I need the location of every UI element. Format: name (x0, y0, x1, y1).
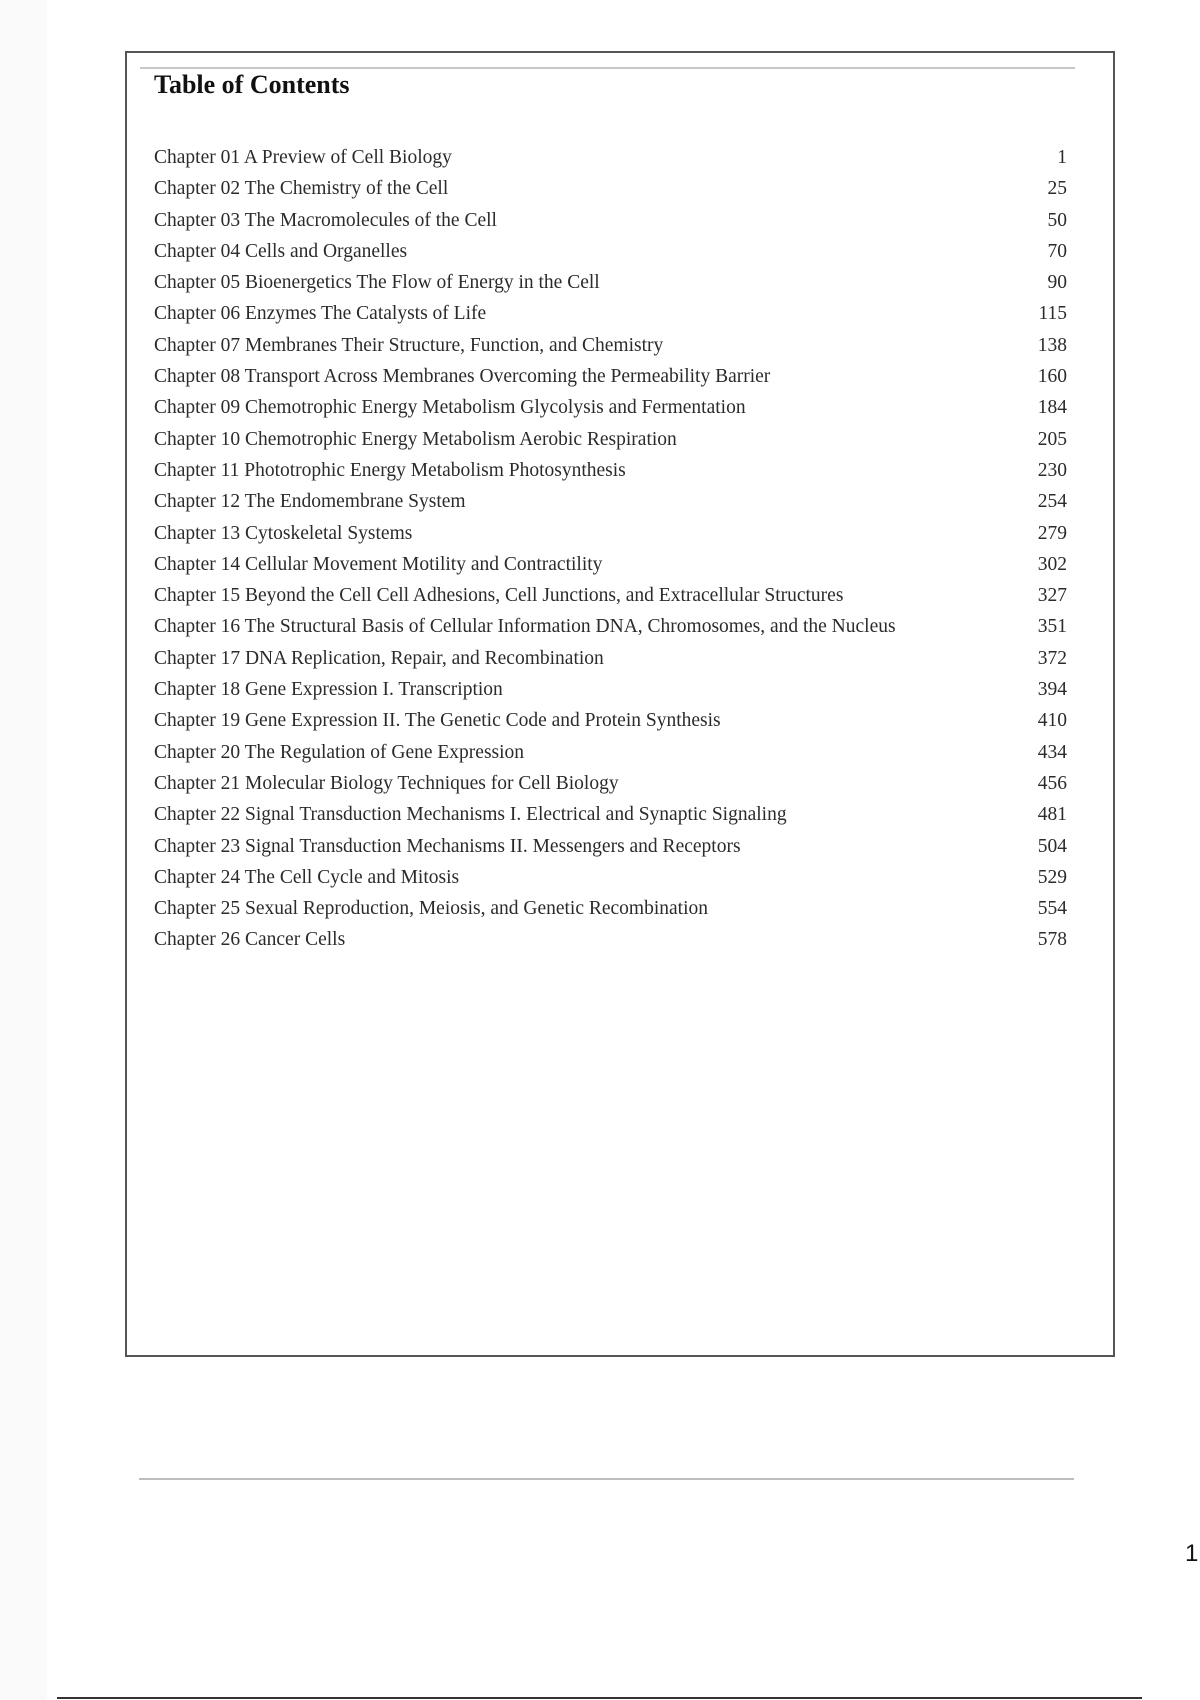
toc-entry[interactable] (154, 142, 1067, 173)
toc-entry[interactable] (154, 611, 1067, 642)
toc-entry-label: Chapter 23 Signal Transduction Mechanisms II. Messengers and Receptors (154, 835, 741, 857)
toc-entry-page-number: 481 (1037, 804, 1067, 826)
toc-entry[interactable] (154, 455, 1067, 486)
toc-entry[interactable] (154, 424, 1067, 455)
toc-entry-label: Chapter 22 Signal Transduction Mechanisms I. Electrical and Synaptic Signaling (154, 804, 787, 826)
toc-entry-page-number: 351 (1037, 616, 1067, 638)
toc-title: Table of Contents (154, 70, 350, 99)
toc-entry-page-number: 504 (1037, 835, 1067, 857)
toc-entry-label: Chapter 01 A Preview of Cell Biology (154, 147, 452, 168)
toc-entry-page-number: 25 (1047, 178, 1067, 200)
toc-entry[interactable] (154, 831, 1067, 862)
toc-entry-label: Chapter 11 Phototrophic Energy Metabolism Photosynthesis (154, 459, 626, 481)
toc-entry-label: Chapter 08 Transport Across Membranes Overcoming the Permeability Barrier (154, 366, 771, 388)
toc-entry-page-number: 160 (1037, 366, 1067, 388)
toc-entry-label: Chapter 04 Cells and Organelles (154, 240, 408, 262)
toc-entry-page-number: 456 (1037, 772, 1067, 794)
toc-entry-page-number: 394 (1037, 679, 1067, 701)
toc-entry-page-number: 115 (1038, 303, 1067, 325)
toc-entry[interactable] (154, 236, 1067, 267)
toc-entry[interactable] (154, 862, 1067, 893)
toc-entry-label: Chapter 25 Sexual Reproduction, Meiosis, and Genetic Recombination (154, 898, 709, 920)
toc-entry-label: Chapter 05 Bioenergetics The Flow of Energy in the Cell (154, 272, 600, 294)
toc-entry[interactable] (154, 392, 1067, 423)
toc-entry[interactable] (154, 205, 1067, 236)
toc-entry-label: Chapter 20 The Regulation of Gene Expression (154, 741, 525, 763)
toc-entry[interactable] (154, 737, 1067, 768)
toc-entry-page-number: 50 (1047, 209, 1067, 231)
toc-entry-page-number: 279 (1037, 522, 1067, 544)
toc-entry-page-number: 410 (1037, 710, 1067, 732)
toc-entry-page-number: 138 (1037, 334, 1067, 356)
toc-entry[interactable] (154, 267, 1067, 298)
toc-entry-page-number: 1 (1057, 147, 1067, 168)
toc-entry-page-number: 70 (1047, 240, 1067, 262)
toc-entry-page-number: 205 (1037, 428, 1067, 450)
toc-entry-page-number: 302 (1037, 553, 1067, 575)
toc-entry-label: Chapter 03 The Macromolecules of the Cell (154, 209, 497, 231)
toc-entry-label: Chapter 15 Beyond the Cell Cell Adhesions, Cell Junctions, and Extracellular Structures (154, 585, 844, 607)
toc-entry[interactable] (154, 705, 1067, 736)
bottom-edge-rule (57, 1697, 1142, 1699)
toc-entry[interactable] (154, 330, 1067, 361)
toc-entry-label: Chapter 26 Cancer Cells (154, 929, 346, 951)
toc-entry[interactable] (154, 361, 1067, 392)
toc-entry-page-number: 90 (1047, 272, 1067, 294)
toc-entry-page-number: 434 (1037, 741, 1067, 763)
header-rule (140, 67, 1075, 69)
toc-entry-label: Chapter 24 The Cell Cycle and Mitosis (154, 866, 460, 888)
toc-entry[interactable] (154, 486, 1067, 517)
footer-rule (139, 1478, 1074, 1480)
toc-entry[interactable] (154, 173, 1067, 204)
toc-entry[interactable] (154, 549, 1067, 580)
toc-entry-page-number: 529 (1037, 866, 1067, 888)
toc-entry[interactable] (154, 799, 1067, 830)
toc-entry-label: Chapter 12 The Endomembrane System (154, 491, 466, 513)
toc-entry[interactable] (154, 298, 1067, 329)
toc-entry-label: Chapter 07 Membranes Their Structure, Function, and Chemistry (154, 334, 664, 356)
toc-entry[interactable] (154, 924, 1067, 955)
toc-entry-page-number: 554 (1037, 898, 1067, 920)
toc-entry-label: Chapter 16 The Structural Basis of Cellular Information DNA, Chromosomes, and the Nucleus (154, 616, 896, 638)
toc-entry-label: Chapter 14 Cellular Movement Motility and Contractility (154, 553, 603, 575)
page-margin-strip (0, 0, 47, 1700)
toc-entry-label: Chapter 21 Molecular Biology Techniques for Cell Biology (154, 772, 619, 794)
toc-entry-label: Chapter 09 Chemotrophic Energy Metabolism Glycolysis and Fermentation (154, 397, 746, 419)
toc-list (154, 142, 1067, 956)
toc-entry-label: Chapter 02 The Chemistry of the Cell (154, 178, 449, 200)
toc-entry-label: Chapter 13 Cytoskeletal Systems (154, 522, 413, 544)
toc-entry[interactable] (154, 768, 1067, 799)
toc-entry[interactable] (154, 674, 1067, 705)
toc-entry-page-number: 372 (1037, 647, 1067, 669)
toc-entry[interactable] (154, 893, 1067, 924)
toc-entry-label: Chapter 06 Enzymes The Catalysts of Life (154, 303, 487, 325)
toc-entry-label: Chapter 18 Gene Expression I. Transcription (154, 679, 503, 701)
toc-entry-label: Chapter 17 DNA Replication, Repair, and Recombination (154, 647, 604, 669)
toc-entry-page-number: 184 (1037, 397, 1067, 419)
toc-entry-page-number: 578 (1037, 929, 1067, 951)
toc-entry-label: Chapter 10 Chemotrophic Energy Metabolism Aerobic Respiration (154, 428, 677, 450)
document-page (125, 51, 1115, 1357)
toc-entry-page-number: 230 (1037, 459, 1067, 481)
toc-entry[interactable] (154, 518, 1067, 549)
toc-entry-page-number: 327 (1037, 585, 1067, 607)
page-number: 1 (1185, 1540, 1199, 1567)
toc-entry[interactable] (154, 580, 1067, 611)
toc-entry[interactable] (154, 643, 1067, 674)
toc-entry-label: Chapter 19 Gene Expression II. The Genetic Code and Protein Synthesis (154, 710, 721, 732)
toc-entry-page-number: 254 (1037, 491, 1067, 513)
